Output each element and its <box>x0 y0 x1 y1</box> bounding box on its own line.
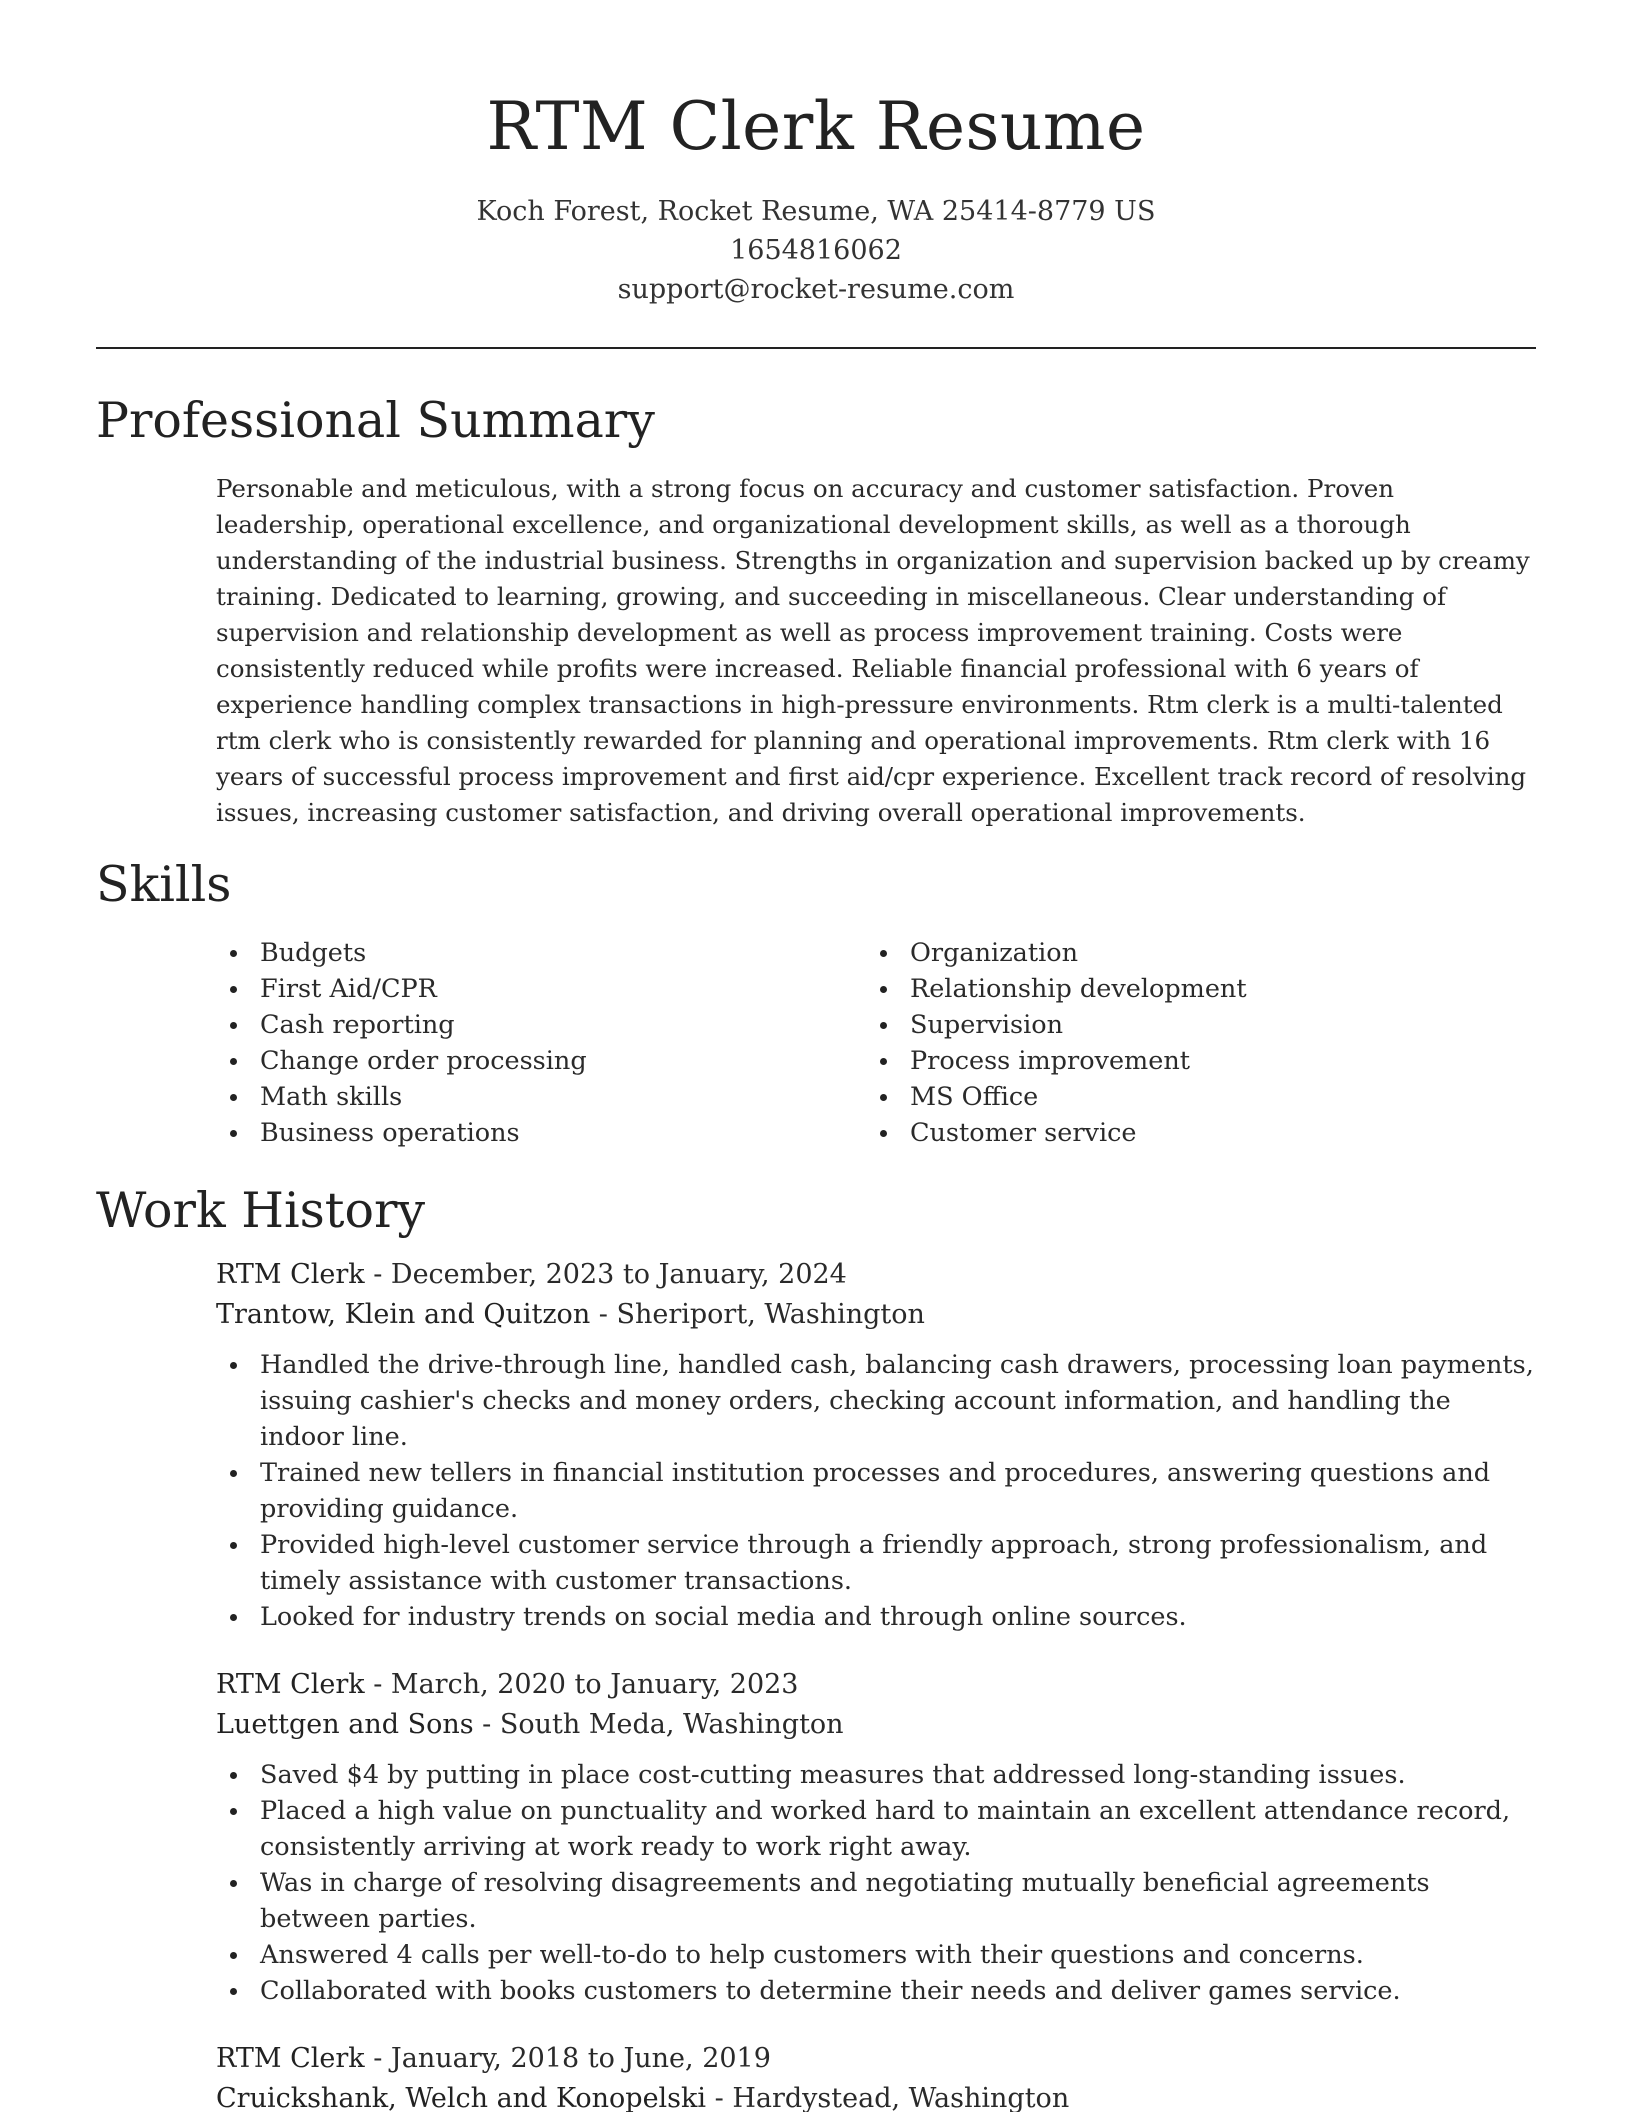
resume-header <box>96 0 1536 309</box>
duty-item: Provided high-level customer service through a friendly approach, strong professionalism, and timely assistance with customer transactions. <box>216 1527 1536 1599</box>
skill-item: Change order processing <box>216 1043 866 1079</box>
skills-list-right <box>866 935 1516 1151</box>
skill-item: Organization <box>866 935 1516 971</box>
job-company: Trantow, Klein and Quitzon <box>216 1299 591 1330</box>
job-entry <box>216 1255 1536 1635</box>
skills-heading: Skills <box>96 856 232 913</box>
job-list <box>216 1255 1536 2112</box>
skill-item: Supervision <box>866 1007 1516 1043</box>
skill-item: Business operations <box>216 1115 866 1151</box>
work-history-section <box>96 1181 1536 2112</box>
duty-item: Looked for industry trends on social media and through online sources. <box>216 1599 1536 1635</box>
skill-item: Math skills <box>216 1079 866 1115</box>
duty-item: Handled the drive-through line, handled cash, balancing cash drawers, processing loan payments, issuing cashier's checks and money orders, checking account information, and handling the indoor line. <box>216 1347 1536 1455</box>
summary-section <box>96 391 1536 831</box>
job-company: Luettgen and Sons <box>216 1709 474 1740</box>
job-title-line <box>216 1665 1536 1705</box>
job-entry <box>216 1665 1536 2009</box>
email: support@rocket-resume.com <box>617 274 1015 305</box>
job-duties <box>216 1757 1536 2009</box>
work-history-heading: Work History <box>96 1182 426 1239</box>
duty-item: Trained new tellers in financial institution processes and procedures, answering questions and providing guidance. <box>216 1455 1536 1527</box>
skill-item: MS Office <box>866 1079 1516 1115</box>
summary-heading: Professional Summary <box>96 392 655 449</box>
resume-title: RTM Clerk Resume <box>486 88 1146 165</box>
job-company-line <box>216 2079 1536 2112</box>
skill-item: Relationship development <box>866 971 1516 1007</box>
job-duties <box>216 1347 1536 1635</box>
skill-item: Process improvement <box>866 1043 1516 1079</box>
address: Koch Forest, Rocket Resume, WA 25414-8779 US <box>476 196 1156 227</box>
job-title-line <box>216 1255 1536 1295</box>
phone: 1654816062 <box>730 235 902 266</box>
header-divider <box>96 347 1536 349</box>
job-dates: - January, 2018 to June, 2019 <box>364 2043 771 2074</box>
duty-item: Collaborated with books customers to determine their needs and deliver games service. <box>216 1973 1536 2009</box>
job-title-line <box>216 2039 1536 2079</box>
job-role: RTM Clerk <box>216 1669 365 1700</box>
job-role: RTM Clerk <box>216 1259 365 1290</box>
job-location: - Hardystead, Washington <box>706 2083 1070 2112</box>
duty-item: Was in charge of resolving disagreements and negotiating mutually beneficial agreements between parties. <box>216 1865 1536 1937</box>
summary-text: Personable and meticulous, with a strong focus on accuracy and customer satisfaction. Proven leadership, operational excellence, and organizational development skills, as well as a thorough understanding of the industrial business. Strengths in organization and supervision backed up by creamy training. Dedicated to learning, growing, and succeeding in miscellaneous. Clear understanding of supervision and relationship development as well as process improvement training. Costs were consistently reduced while profits were increased. Reliable financial professional with 6 years of experience handling complex transactions in high-pressure environments. Rtm clerk is a multi-talented rtm clerk who is consistently rewarded for planning and operational improvements. Rtm clerk with 16 years of successful process improvement and first aid/cpr experience. Excellent track record of resolving issues, increasing customer satisfaction, and driving overall operational improvements. <box>216 474 1530 827</box>
skill-item: First Aid/CPR <box>216 971 866 1007</box>
duty-item: Answered 4 calls per well-to-do to help customers with their questions and concerns. <box>216 1937 1536 1973</box>
skills-columns <box>216 935 1536 1151</box>
job-company-line <box>216 1705 1536 1745</box>
job-location: - Sheriport, Washington <box>590 1299 925 1330</box>
job-dates: - March, 2020 to January, 2023 <box>364 1669 799 1700</box>
job-company: Cruickshank, Welch and Konopelski <box>216 2083 707 2112</box>
skills-list-left <box>216 935 866 1151</box>
duty-item: Placed a high value on punctuality and worked hard to maintain an excellent attendance record, consistently arriving at work ready to work right away. <box>216 1793 1536 1865</box>
skill-item: Budgets <box>216 935 866 971</box>
job-company-line <box>216 1295 1536 1335</box>
skill-item: Customer service <box>866 1115 1516 1151</box>
job-role: RTM Clerk <box>216 2043 365 2074</box>
duty-item: Saved $4 by putting in place cost-cutting measures that addressed long-standing issues. <box>216 1757 1536 1793</box>
job-dates: - December, 2023 to January, 2024 <box>364 1259 847 1290</box>
skill-item: Cash reporting <box>216 1007 866 1043</box>
contact-info <box>96 192 1536 309</box>
job-location: - South Meda, Washington <box>473 1709 844 1740</box>
job-entry <box>216 2039 1536 2112</box>
skills-section <box>96 855 1536 1151</box>
